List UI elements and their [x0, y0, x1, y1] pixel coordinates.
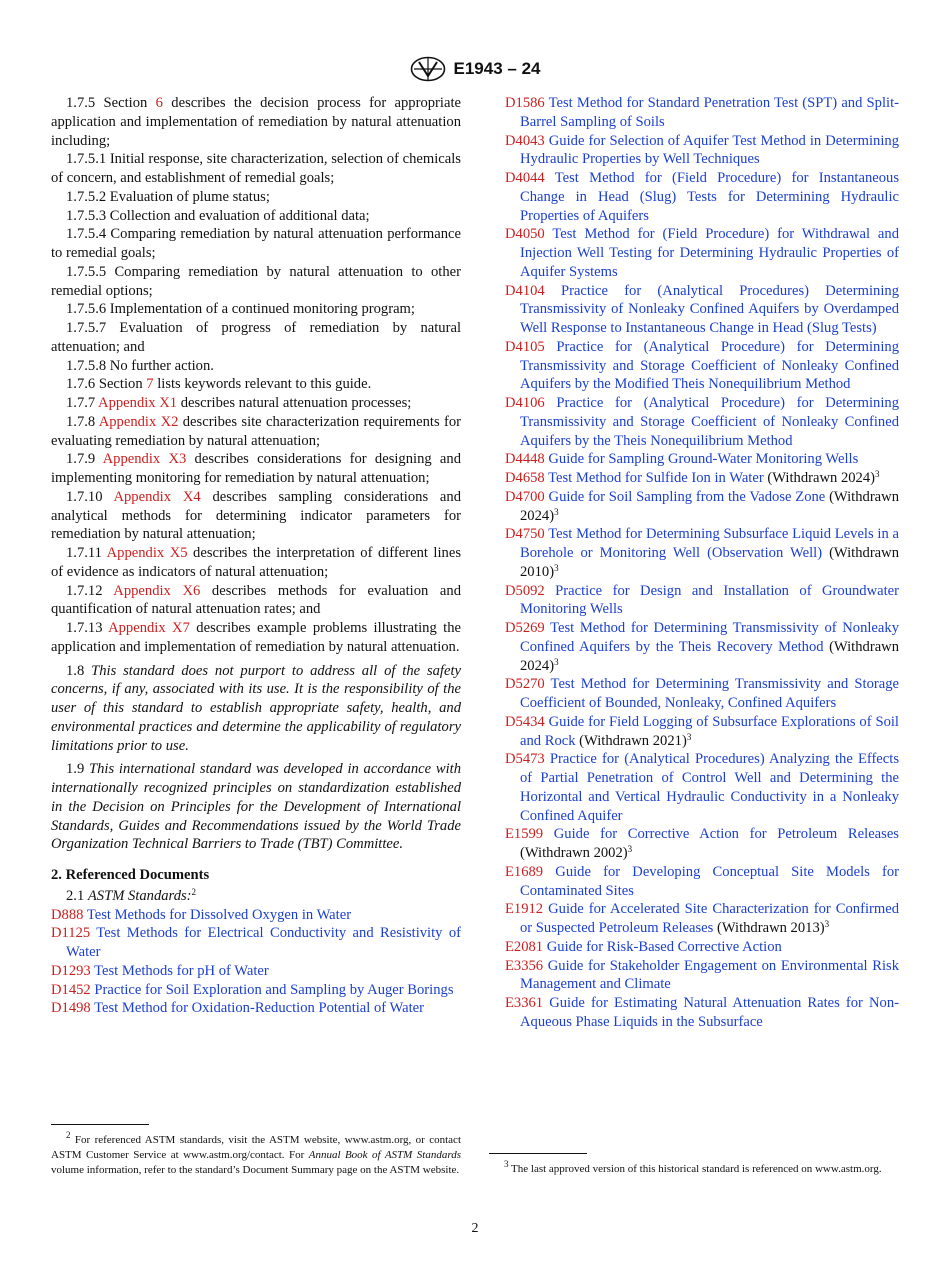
footnote-marker: 3: [554, 506, 559, 517]
reference-code-link[interactable]: D4448: [505, 451, 545, 468]
appendix-x2-link[interactable]: Appendix X2: [98, 413, 179, 430]
reference-title-link[interactable]: Test Method for Oxidation-Reduction Potential of Water: [90, 1000, 424, 1017]
reference-entry: [505, 225, 899, 281]
section-6-link[interactable]: 6: [155, 95, 163, 111]
reference-title-link[interactable]: Practice for (Analytical Procedure) for Determining Transmissivity and Storage Coefficient of Nonleaky Confined Aquifers by the Theis Nonequilibrium Method: [520, 395, 899, 449]
withdrawn-status: (Withdrawn 2024): [520, 638, 900, 674]
page-number: 2: [471, 1221, 479, 1236]
withdrawn-status: (Withdrawn 2021): [575, 732, 687, 749]
reference-title-link[interactable]: Guide for Corrective Action for Petroleum Releases: [543, 826, 899, 843]
footnote-marker: 3: [554, 562, 559, 573]
reference-title-link[interactable]: Test Method for Determining Transmissivity and Storage Coefficient of Bounded, Nonleaky, Confined Aquifers: [520, 676, 899, 711]
footnote-2: $^2$ For referenced ASTM standards, visit the ASTM website, www.astm.org, or contact ASTM Customer Service at www.astm.org/contact. For Annual Book of ASTM Standards volume information, refer to the standard’s Document Summary page on the ASTM website.: [51, 1130, 461, 1176]
reference-code-link[interactable]: D5473: [505, 751, 545, 768]
reference-code-link[interactable]: E3361: [505, 995, 544, 1011]
reference-title-link[interactable]: Guide for Sampling Ground-Water Monitoring Wells: [544, 451, 859, 468]
reference-title-link[interactable]: Test Methods for Dissolved Oxygen in Water: [83, 906, 352, 923]
reference-entry: [505, 863, 899, 901]
withdrawn-status: (Withdrawn 2024): [763, 470, 875, 486]
reference-code-link[interactable]: D4106: [505, 395, 545, 411]
para-2-1: 2.1 ASTM Standards:$^2$: [66, 886, 197, 904]
reference-code-link[interactable]: D1498: [51, 1000, 91, 1017]
footnote-marker: 3: [824, 919, 830, 929]
reference-code-link[interactable]: D4658: [505, 470, 545, 486]
reference-code-link[interactable]: D5270: [505, 676, 545, 693]
reference-entry: [51, 962, 461, 981]
reference-code-link[interactable]: E3356: [505, 957, 544, 974]
section-2-heading: 2. Referenced Documents: [51, 867, 210, 883]
reference-code-link[interactable]: D4104: [505, 282, 545, 299]
reference-title-link[interactable]: Test Method for Determining Transmissivity of Nonleaky Confined Aquifers by the Theis Recovery Method: [520, 620, 899, 655]
appendix-x7-link[interactable]: Appendix X7: [108, 620, 190, 636]
reference-code-link[interactable]: D1452: [51, 981, 91, 998]
reference-code-link[interactable]: D888: [51, 906, 84, 923]
reference-entry: [51, 999, 461, 1018]
reference-entry: [505, 825, 899, 863]
page-header: [0, 56, 950, 82]
reference-entry: [505, 582, 899, 620]
para-1-7-5-2: 1.7.5.2 Evaluation of plume status;: [66, 188, 270, 205]
para-1-7-5-1: 1.7.5.1 Initial response, site characterization, selection of chemicals of concern, and establishment of remedial goals;: [51, 151, 461, 186]
reference-title-link[interactable]: Practice for (Analytical Procedures) Determining Transmissivity of Nonleaky Confined Aquifers by Overdamped Well Response to Instantaneous Change in Head (Slug Tests): [520, 282, 899, 336]
para-1-7-5-3: 1.7.5.3 Collection and evaluation of additional data;: [66, 207, 370, 224]
reference-code-link[interactable]: D5434: [505, 713, 545, 730]
reference-entry: [51, 924, 461, 962]
withdrawn-status: (Withdrawn 2013): [713, 920, 825, 936]
reference-entry: [505, 338, 899, 394]
reference-entry: [505, 488, 899, 526]
para-1-7-9: 1.7.9 Appendix X3 describes considerations for designing and implementing monitoring for remediation by natural attenuation;: [51, 451, 461, 486]
para-1-7-6: 1.7.6 Section 7 lists keywords relevant to this guide.: [66, 376, 372, 393]
appendix-x6-link[interactable]: Appendix X6: [113, 582, 201, 599]
reference-entry: [51, 906, 461, 925]
footnote-marker: 3: [554, 656, 559, 667]
reference-entry: [505, 132, 899, 170]
footnote-marker: 3: [627, 844, 633, 854]
para-1-7-7: 1.7.7 Appendix X1 describes natural attenuation processes;: [66, 395, 412, 411]
reference-title-link[interactable]: Test Method for (Field Procedure) for Withdrawal and Injection Well Testing for Determining Hydraulic Properties of Aquifer Systems: [520, 226, 899, 280]
reference-entry: [505, 450, 899, 469]
withdrawn-status: (Withdrawn 2002): [520, 845, 628, 861]
reference-entry: [505, 394, 899, 450]
para-1-7-13: 1.7.13 Appendix X7 describes example problems illustrating the application and implementation of remediation by natural attenuation.: [51, 620, 462, 655]
footnote-rule-right: [489, 1153, 587, 1154]
appendix-x1-link[interactable]: Appendix X1: [98, 395, 178, 411]
reference-title-link[interactable]: Guide for Soil Sampling from the Vadose Zone: [544, 488, 826, 505]
astm-logo-icon: [410, 56, 446, 82]
reference-entry: [505, 938, 899, 957]
reference-title-link[interactable]: Practice for (Analytical Procedure) for Determining Transmissivity and Storage Coefficient of Nonleaky Confined Aquifers by the Modified Theis Nonequilibrium Method: [520, 338, 899, 393]
reference-title-link[interactable]: Guide for Risk-Based Corrective Action: [543, 938, 782, 955]
reference-code-link[interactable]: D1125: [51, 925, 91, 942]
reference-code-link[interactable]: D4700: [505, 488, 545, 505]
para-1-7-5-4: 1.7.5.4 Comparing remediation by natural attenuation performance to remedial goals;: [51, 226, 461, 261]
referenced-standards-list-right: [505, 94, 899, 1032]
footnote-rule-left: [51, 1124, 149, 1125]
para-1-7-10: 1.7.10 Appendix X4 describes sampling considerations and analytical methods for determining indicator parameters for remediation by natural attenuation;: [51, 488, 461, 543]
para-1-7-12: 1.7.12 Appendix X6 describes methods for evaluation and quantification of natural attenuation rates; and: [51, 582, 461, 618]
reference-title-link[interactable]: Test Method for Standard Penetration Test (SPT) and Split-Barrel Sampling of Soils: [520, 95, 899, 130]
reference-entry: [505, 957, 899, 995]
reference-entry: [505, 713, 899, 751]
withdrawn-status: (Withdrawn 2024): [520, 488, 899, 524]
reference-entry: [505, 282, 899, 338]
reference-entry: [51, 981, 461, 1000]
reference-title-link[interactable]: Guide for Accelerated Site Characterization for Confirmed or Suspected Petroleum Releases: [520, 901, 899, 936]
appendix-x4-link[interactable]: Appendix X4: [113, 488, 201, 505]
reference-entry: [505, 675, 899, 713]
reference-title-link[interactable]: Practice for Design and Installation of Groundwater Monitoring Wells: [520, 582, 899, 618]
para-1-9: 1.9 This international standard was developed in accordance with internationally recognized principles on standardization established in the Decision on Principles for the Development of International Standards, Guides and Recommendations issued by the World Trade Organization Technical Barriers to Trade (TBT) Committee.: [51, 761, 462, 853]
reference-entry: [505, 94, 899, 132]
withdrawn-status: (Withdrawn 2010): [520, 545, 899, 580]
reference-title-link[interactable]: Guide for Selection of Aquifer Test Method in Determining Hydraulic Properties by Well Techniques: [520, 132, 899, 168]
section-7-link[interactable]: 7: [146, 376, 154, 393]
reference-entry: [505, 525, 899, 581]
footnote-marker: 3: [875, 469, 880, 479]
referenced-standards-list-left: [51, 906, 461, 1019]
reference-title-link[interactable]: Test Method for Sulfide Ion in Water: [544, 470, 764, 486]
para-1-7-5-8: 1.7.5.8 No further action.: [66, 357, 214, 374]
para-1-7-5-7: 1.7.5.7 Evaluation of progress of remediation by natural attenuation; and: [51, 320, 461, 355]
para-1-7-5-5: 1.7.5.5 Comparing remediation by natural attenuation to other remedial options;: [51, 263, 461, 299]
reference-code-link[interactable]: D4044: [505, 170, 545, 186]
reference-entry: [505, 750, 899, 825]
right-column: [505, 94, 899, 1032]
footnote-marker: 3: [686, 731, 692, 742]
reference-code-link[interactable]: D5092: [505, 582, 545, 599]
reference-entry: [505, 169, 899, 225]
reference-code-link[interactable]: D4105: [505, 338, 545, 355]
appendix-x3-link[interactable]: Appendix X3: [102, 451, 187, 468]
appendix-x5-link[interactable]: Appendix X5: [106, 545, 188, 561]
reference-title-link[interactable]: Practice for Soil Exploration and Sampling by Auger Borings: [90, 981, 454, 998]
para-1-7-11: 1.7.11 Appendix X5 describes the interpretation of different lines of evidence as indicators of natural attenuation;: [51, 545, 461, 580]
reference-entry: [505, 469, 899, 488]
document-id: E1943 – 24: [453, 59, 541, 78]
reference-code-link[interactable]: D4050: [505, 226, 545, 243]
footnote-3: $^3$ The last approved version of this historical standard is referenced on www.astm.org.: [504, 1159, 882, 1175]
reference-title-link[interactable]: Guide for Field Logging of Subsurface Explorations of Soil and Rock: [520, 713, 899, 749]
reference-title-link[interactable]: Test Method for Determining Subsurface Liquid Levels in a Borehole or Monitoring Well (Observation Well): [520, 526, 899, 561]
reference-entry: [505, 900, 899, 938]
reference-code-link[interactable]: E1689: [505, 863, 544, 880]
reference-code-link[interactable]: E1912: [505, 901, 544, 918]
para-1-7-5-6: 1.7.5.6 Implementation of a continued monitoring program;: [66, 301, 415, 318]
reference-code-link[interactable]: D5269: [505, 620, 545, 636]
reference-title-link[interactable]: Guide for Stakeholder Engagement on Environmental Risk Management and Climate: [520, 957, 899, 993]
reference-code-link[interactable]: E1599: [505, 826, 544, 843]
reference-code-link[interactable]: E2081: [505, 938, 544, 955]
reference-entry: [505, 619, 899, 675]
left-column: [51, 94, 461, 1018]
para-1-7-5: 1.7.5 Section 6 describes the decision process for appropriate application and implementation of remediation by natural attenuation including;: [51, 95, 461, 149]
reference-code-link[interactable]: D4750: [505, 526, 545, 543]
reference-title-link[interactable]: Guide for Developing Conceptual Site Models for Contaminated Sites: [520, 863, 899, 899]
para-1-8: 1.8 This standard does not purport to address all of the safety concerns, if any, associated with its use. It is the responsibility of the user of this standard to establish appropriate safety, health, and environmental practices and determine the applicability of regulatory limitations prior to use.: [51, 662, 461, 754]
reference-title-link[interactable]: Test Method for (Field Procedure) for Instantaneous Change in Head (Slug) Tests for Determining Hydraulic Properties of Aquifers: [520, 170, 899, 224]
reference-title-link[interactable]: Guide for Estimating Natural Attenuation Rates for Non-Aqueous Phase Liquids in the Subsurface: [520, 995, 899, 1030]
reference-title-link[interactable]: Test Methods for pH of Water: [90, 962, 269, 979]
reference-code-link[interactable]: D1586: [505, 95, 545, 111]
reference-title-link[interactable]: Practice for (Analytical Procedures) Analyzing the Effects of Partial Penetration of Control Well and Determining the Horizontal and Vertical Hydraulic Conductivity in a Nonleaky Confined Aquifer: [520, 751, 899, 824]
reference-code-link[interactable]: D1293: [51, 962, 91, 979]
reference-entry: [505, 994, 899, 1032]
reference-code-link[interactable]: D4043: [505, 132, 545, 149]
para-1-7-8: 1.7.8 Appendix X2 describes site characterization requirements for evaluating remediation by natural attenuation;: [51, 413, 461, 449]
reference-title-link[interactable]: Test Methods for Electrical Conductivity and Resistivity of Water: [66, 925, 461, 960]
